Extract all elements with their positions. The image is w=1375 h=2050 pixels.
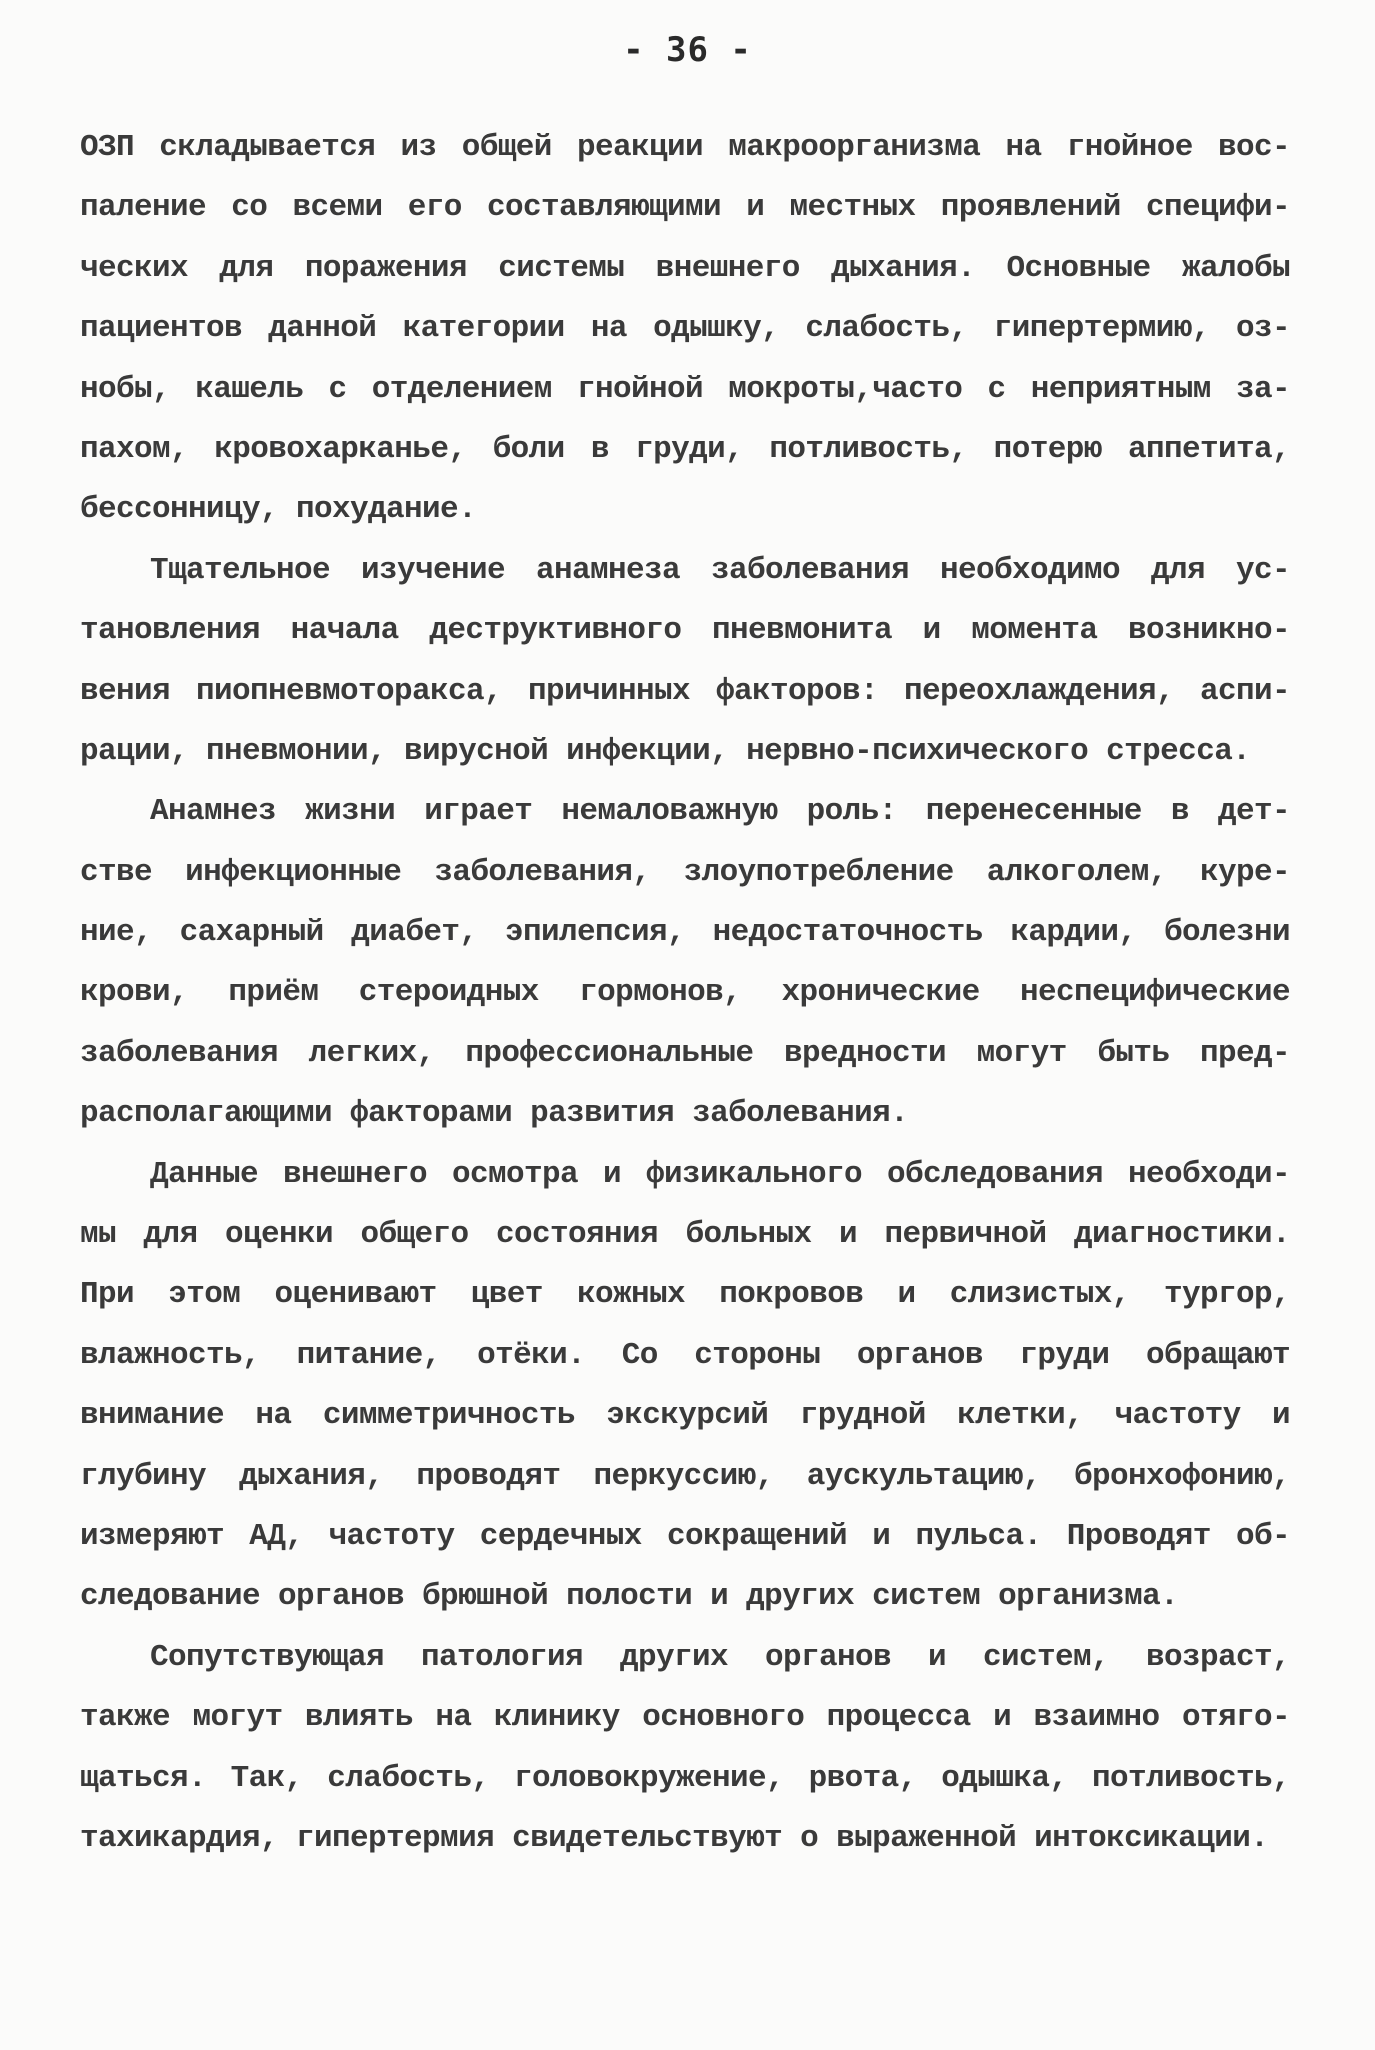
paragraph-2 [80, 541, 1290, 783]
text-line: влажность, питание, отёки. Со стороны органов груди обращают [80, 1337, 1290, 1373]
text-line: измеряют АД, частоту сердечных сокращений и пульса. Проводят об- [80, 1518, 1290, 1554]
text-line: ОЗП складывается из общей реакции макроорганизма на гнойное вос- [80, 130, 1290, 165]
body-text [80, 118, 1290, 1869]
paragraph-5 [80, 1628, 1290, 1870]
text-line: Тщательное изучение анамнеза заболевания необходимо для ус- [150, 552, 1290, 588]
text-line: внимание на симметричность экскурсий грудной клетки, частоту и [80, 1398, 1290, 1434]
text-line: вения пиопневмоторакса, причинных факторов: переохлаждения, аспи- [80, 673, 1290, 709]
text-line: пахом, кровохарканье, боли в груди, потливость, потерю аппетита, [80, 431, 1290, 467]
text-line: тановления начала деструктивного пневмонита и момента возникно- [80, 613, 1290, 649]
text-line: паление со всеми его составляющими и местных проявлений специфи- [80, 190, 1290, 226]
text-line: нобы, кашель с отделением гнойной мокроты,часто с неприятным за- [80, 371, 1290, 407]
text-line: ние, сахарный диабет, эпилепсия, недостаточность кардии, болезни [80, 915, 1290, 951]
text-line: рации, пневмонии, вирусной инфекции, нервно-психического стресса. [80, 733, 1251, 769]
text-line: ческих для поражения системы внешнего дыхания. Основные жалобы [80, 250, 1290, 286]
paragraph-4 [80, 1145, 1290, 1628]
text-line: пациентов данной категории на одышку, слабость, гипертермию, оз- [80, 311, 1290, 347]
paragraph-3 [80, 782, 1290, 1144]
text-line: располагающими факторами развития заболевания. [80, 1096, 909, 1132]
text-line: глубину дыхания, проводят перкуссию, аускультацию, бронхофонию, [80, 1458, 1290, 1494]
text-line: тахикардия, гипертермия свидетельствуют о выраженной интоксикации. [80, 1820, 1269, 1856]
text-line: Анамнез жизни играет немаловажную роль: перенесенные в дет- [150, 794, 1290, 830]
text-line: При этом оценивают цвет кожных покровов и слизистых, тургор, [80, 1277, 1290, 1313]
text-line: Сопутствующая патология других органов и систем, возраст, [150, 1639, 1290, 1675]
text-line: крови, приём стероидных гормонов, хронические неспецифические [80, 975, 1290, 1011]
text-line: бессонницу, похудание. [80, 492, 477, 528]
text-line: заболевания легких, профессиональные вредности могут быть пред- [80, 1035, 1290, 1071]
page-number: - 36 - [623, 30, 752, 70]
text-line: также могут влиять на клинику основного процесса и взаимно отяго- [80, 1700, 1290, 1736]
text-line: щаться. Так, слабость, головокружение, рвота, одышка, потливость, [80, 1760, 1290, 1796]
text-line: Данные внешнего осмотра и физикального обследования необходи- [150, 1156, 1290, 1192]
paragraph-1 [80, 118, 1290, 541]
text-line: мы для оценки общего состояния больных и первичной диагностики. [80, 1217, 1290, 1253]
text-line: следование органов брюшной полости и других систем организма. [80, 1579, 1179, 1615]
text-line: стве инфекционные заболевания, злоупотребление алкоголем, куре- [80, 854, 1290, 890]
